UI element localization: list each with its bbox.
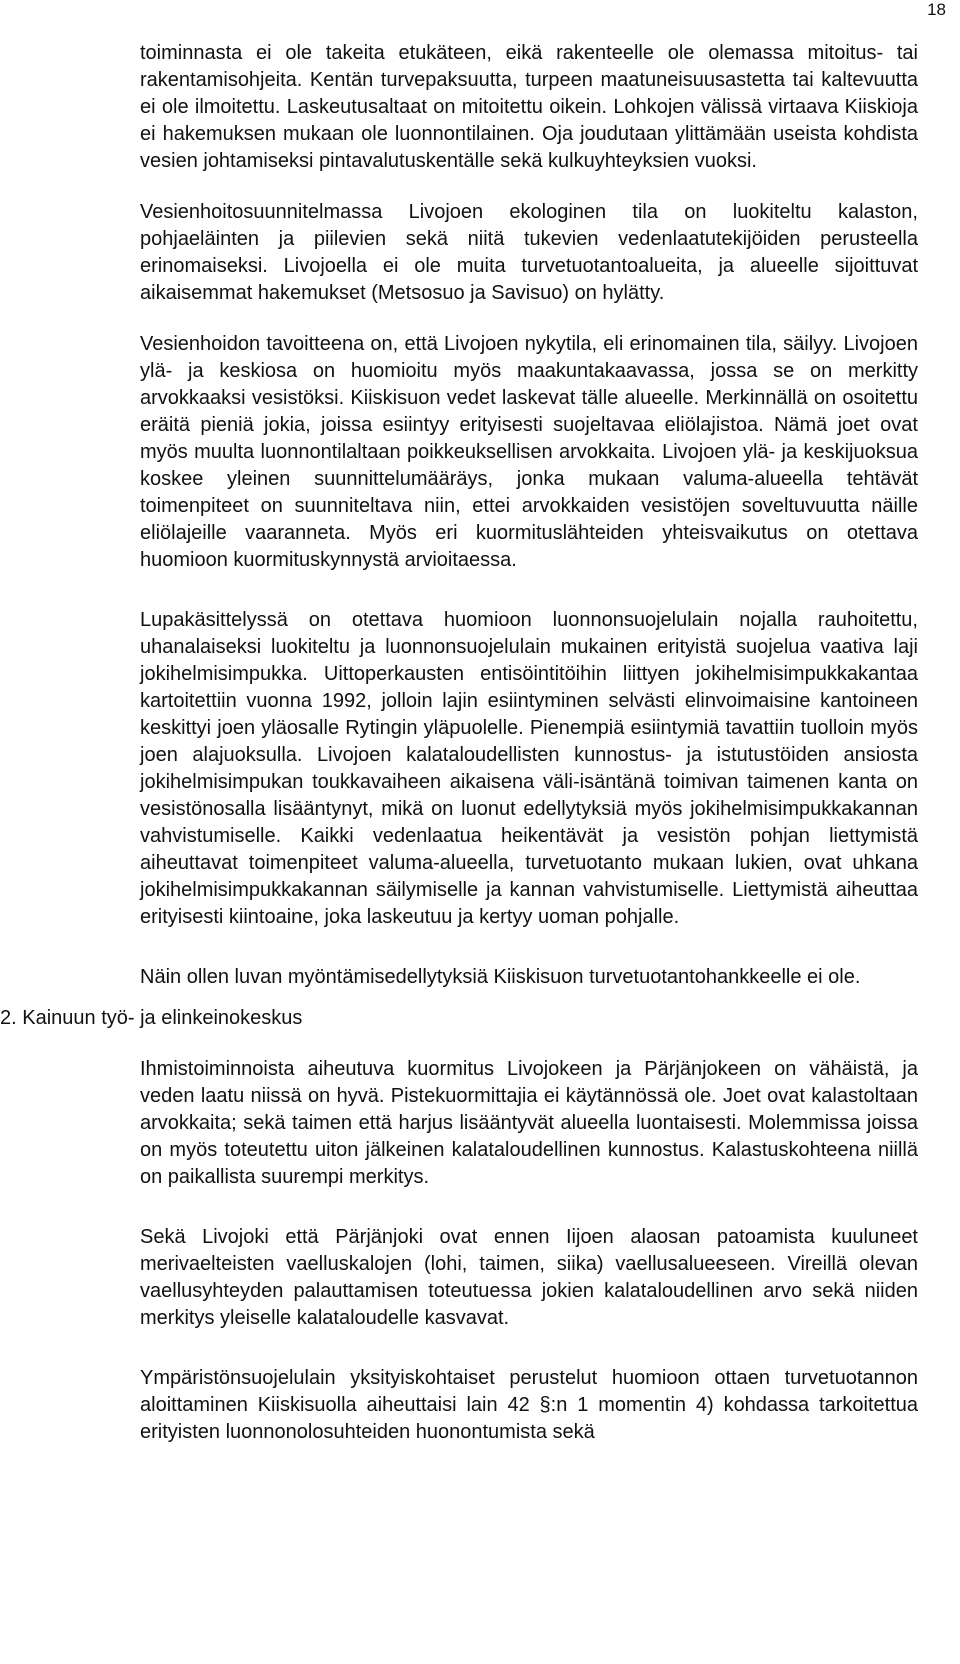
paragraph: Vesienhoidon tavoitteena on, että Livojoen nykytila, eli erinomainen tila, säilyy. Livojoen ylä- ja keskiosa on huomioitu myös maakuntakaavassa, jossa se on merkitty arvokkaaksi vesistöksi. Kiiskisuon vedet laskevat tälle alueelle. Merkinnällä on osoitettu eräitä pieniä jokia, joissa esiintyy erityisesti suojeltavaa eliölajistoa. Nämä joet ovat myös muulta luonnontilaltaan poikkeuksellisen arvokkaita. Livojoen ylä- ja keskijuoksua koskee yleinen suunnittelumääräys, jonka mukaan valuma-alueella tehtävät toimenpiteet on suunniteltava niin, ettei arvokkaiden vesistöjen soveltuvuutta näille eliölajeille vaaranneta. Myös eri kuormituslähteiden yhteisvaikutus on otettava huomioon kuormituskynnystä arvioitaessa. xyxy=(140,333,918,571)
paragraph: Näin ollen luvan myöntämisedellytyksiä Kiiskisuon turvetuotantohankkeelle ei ole. xyxy=(140,966,861,988)
paragraph: toiminnasta ei ole takeita etukäteen, eikä rakenteelle ole olemassa mitoitus- tai rakentamisohjeita. Kentän turvepaksuutta, turpeen maatuneisuusastetta tai kaltevuutta ei ole ilmoitettu. Laskeutusaltaat on mitoitettu oikein. Lohkojen välissä virtaava Kiiskioja ei hakemuksen mukaan ole luonnontilainen. Oja joudutaan ylittämään useista kohdista vesien johtamiseksi pintavalutuskentälle sekä kulkuyhteyksien vuoksi. xyxy=(140,42,918,172)
section-heading: 2. Kainuun työ- ja elinkeinokeskus xyxy=(0,1007,303,1029)
paragraph: Sekä Livojoki että Pärjänjoki ovat ennen Iijoen alaosan patoamista kuuluneet merivaelteisten vaelluskalojen (lohi, taimen, siika) vaellusalueeseen. Vireillä olevan vaellusyhteyden palauttamisen toteutuessa jokien kalataloudellinen arvo sekä niiden merkitys yleiselle kalataloudelle kasvavat. xyxy=(140,1226,918,1329)
document-body xyxy=(0,40,918,1446)
page-number: 18 xyxy=(927,0,946,19)
paragraph: Ympäristönsuojelulain yksityiskohtaiset perustelut huomioon ottaen turvetuotannon aloittaminen Kiiskisuolla aiheuttaisi lain 42 §:n 1 momentin 4) kohdassa tarkoitettua erityisten luonnonolosuhteiden huonontumista sekä xyxy=(140,1367,918,1443)
paragraph: Vesienhoitosuunnitelmassa Livojoen ekologinen tila on luokiteltu kalaston, pohjaeläinten ja piilevien sekä niitä tukevien vedenlaatutekijöiden perusteella erinomaiseksi. Livojoella ei ole muita turvetuotantoalueita, ja alueelle sijoittuvat aikaisemmat hakemukset (Metsosuo ja Savisuo) on hylätty. xyxy=(140,201,918,304)
paragraph: Lupakäsittelyssä on otettava huomioon luonnonsuojelulain nojalla rauhoitettu, uhanalaiseksi luokiteltu ja luonnonsuojelulain mukainen erityistä suojelua vaativa laji jokihelmisimpukka. Uittoperkausten entisöintitöihin liittyen jokihelmisimpukkakantaa kartoitettiin vuonna 1992, jolloin lajin esiintyminen selvästi elinvoimaisine kantoineen keskittyi joen yläosalle Rytingin yläpuolelle. Pienempiä esiintymiä tavattiin tuolloin myös joen alajuoksulla. Livojoen kalataloudellisten kunnostus- ja istutustöiden ansiosta jokihelmisimpukan toukkavaiheen aikaisena väli-isäntänä toimivan taimenen kanta on vesistönosalla lisääntynyt, mikä on luonut edellytyksiä myös jokihelmisimpukkakannan vahvistumiselle. Kaikki vedenlaatua heikentävät ja vesistön pohjan liettymistä aiheuttavat toimenpiteet valuma-alueella, turvetuotanto mukaan lukien, ovat uhkana jokihelmisimpukkakannan säilymiselle ja kannan vahvistumiselle. Liettymistä aiheuttaa erityisesti kiintoaine, joka laskeutuu ja kertyy uoman pohjalle. xyxy=(140,609,918,928)
paragraph: Ihmistoiminnoista aiheutuva kuormitus Livojokeen ja Pärjänjokeen on vähäistä, ja veden laatu niissä on hyvä. Pistekuormittajia ei käytännössä ole. Joet ovat kalastoltaan arvokkaita; sekä taimen että harjus lisääntyvät alueella luontaisesti. Molemmissa joissa on myös toteutettu uiton jälkeinen kalataloudellinen kunnostus. Kalastuskohteena niillä on paikallista suurempi merkitys. xyxy=(140,1058,918,1188)
